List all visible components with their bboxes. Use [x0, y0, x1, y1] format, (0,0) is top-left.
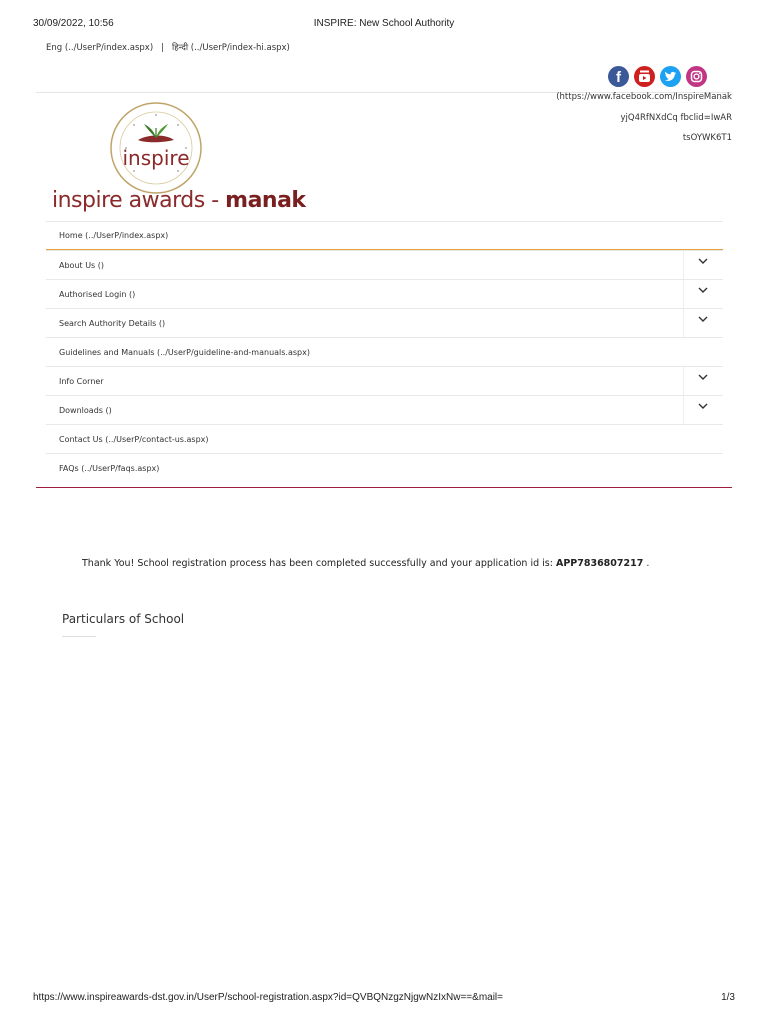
nav-item-label: Search Authority Details (): [59, 318, 166, 328]
success-message: [82, 558, 649, 569]
youtube-icon[interactable]: [634, 66, 655, 87]
page-number: 1/3: [721, 992, 735, 1003]
print-header: [0, 18, 768, 32]
nav-item-label: Contact Us (../UserP/contact-us.aspx): [59, 434, 209, 444]
logo-emblem-text: inspire: [122, 146, 190, 170]
inspire-logo-emblem[interactable]: [108, 100, 204, 201]
nav-bottom-border: [36, 487, 732, 488]
success-message-suffix: .: [646, 558, 650, 569]
nav-item-info-corner[interactable]: [46, 366, 723, 395]
nav-item-label: Downloads (): [59, 405, 112, 415]
print-footer: [0, 992, 768, 1006]
nav-divider: [683, 396, 684, 424]
nav-item-home[interactable]: [46, 221, 723, 250]
language-separator: |: [161, 43, 165, 53]
nav-divider: [683, 251, 684, 279]
social-icons: [608, 66, 707, 87]
social-url-line[interactable]: (https://www.facebook.com/InspireManak: [556, 92, 732, 102]
nav-item-about-us[interactable]: [46, 250, 723, 279]
nav-item-label: Guidelines and Manuals (../UserP/guideline-and-manuals.aspx): [59, 347, 310, 357]
chevron-down-icon[interactable]: [697, 401, 709, 411]
instagram-icon[interactable]: [686, 66, 707, 87]
page-url: https://www.inspireawards-dst.gov.in/UserP/school-registration.aspx?id=QVBQNzgzNjgwNzIxNw==&mail=: [33, 992, 503, 1003]
nav-item-search-authority-details[interactable]: [46, 308, 723, 337]
inspire-awards-manak-wordmark[interactable]: [52, 188, 306, 213]
nav-item-downloads[interactable]: [46, 395, 723, 424]
nav-item-faqs[interactable]: [46, 453, 723, 482]
svg-text:f: f: [616, 69, 621, 86]
chevron-down-icon[interactable]: [697, 256, 709, 266]
section-title: Particulars of School: [62, 612, 185, 626]
nav-item-label: FAQs (../UserP/faqs.aspx): [59, 463, 160, 473]
language-link-english[interactable]: Eng (../UserP/index.aspx): [46, 43, 154, 53]
success-message-text: Thank You! School registration process has been completed successfully and your application id is:: [82, 558, 553, 569]
nav-item-guidelines-and-manuals[interactable]: [46, 337, 723, 366]
print-title: INSPIRE: New School Authority: [313, 18, 455, 29]
facebook-icon[interactable]: [608, 66, 629, 87]
nav-item-label: About Us (): [59, 260, 105, 270]
chevron-down-icon[interactable]: [697, 285, 709, 295]
wordmark-bold: manak: [225, 188, 306, 213]
twitter-icon[interactable]: [660, 66, 681, 87]
language-link-hindi[interactable]: हिन्दी (../UserP/index-hi.aspx): [172, 43, 290, 53]
application-id: APP7836807217: [555, 558, 644, 569]
chevron-down-icon[interactable]: [697, 372, 709, 382]
language-bar: [46, 42, 290, 53]
nav-item-contact-us[interactable]: [46, 424, 723, 453]
chevron-down-icon[interactable]: [697, 314, 709, 324]
nav-item-label: Authorised Login (): [59, 289, 136, 299]
nav-divider: [683, 309, 684, 337]
wordmark-regular: inspire awards -: [52, 188, 226, 213]
print-date: 30/09/2022, 10:56: [33, 18, 114, 29]
social-url-line[interactable]: yjQ4RfNXdCq fbclid=IwAR: [620, 113, 732, 123]
nav-item-authorised-login[interactable]: [46, 279, 723, 308]
nav-divider: [683, 367, 684, 395]
nav-item-label: Home (../UserP/index.aspx): [59, 231, 169, 240]
nav-item-label: Info Corner: [59, 376, 104, 386]
social-url-line[interactable]: tsOYWK6T1: [682, 133, 732, 143]
main-navigation: [46, 221, 723, 482]
section-title-underline: [62, 636, 96, 637]
nav-divider: [683, 280, 684, 308]
